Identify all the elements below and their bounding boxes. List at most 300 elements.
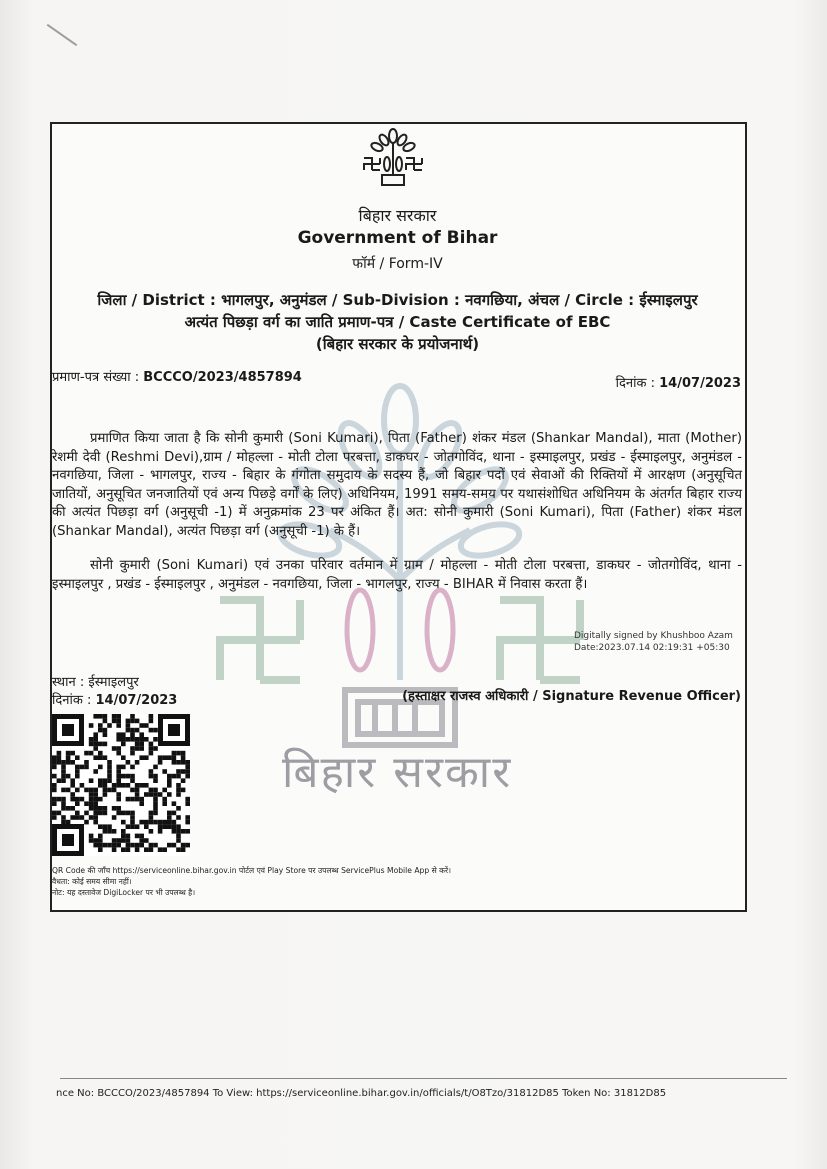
qr-module [135, 728, 140, 733]
qr-module [89, 838, 94, 843]
qr-module [149, 788, 154, 793]
qr-module [167, 824, 172, 829]
qr-module [52, 783, 57, 788]
qr-module [61, 778, 66, 783]
qr-module [135, 719, 140, 724]
qr-module [103, 806, 108, 811]
qr-module [98, 838, 103, 843]
qr-module [162, 797, 167, 802]
qr-module [121, 838, 126, 843]
qr-module [144, 755, 149, 760]
qr-module [126, 719, 131, 724]
qr-module [93, 811, 98, 816]
qr-module [130, 751, 135, 756]
qr-module [98, 778, 103, 783]
qr-module [89, 806, 94, 811]
qr-module [172, 774, 177, 779]
qr-module [98, 847, 103, 852]
qr-module [98, 723, 103, 728]
certificate-body-paragraph-2: सोनी कुमारी (Soni Kumari) एवं उनका परिवार वर्तमान में ग्राम / मोहल्ला - मोती टोला परबत्ता, डाकघर - जोतगोविंद, थाना - इस्माइलपुर , प्रखंड - ईस्माइलपुर , अनुमंडल - नवगछिया, जिला - भागलपुर, राज्य - BIHAR में निवास करता हैं। [52, 558, 742, 592]
note-digilocker: नोट: यह दस्तावेज DigiLocker पर भी उपलब्ध है। [52, 888, 196, 897]
qr-module [103, 824, 108, 829]
qr-module [149, 728, 154, 733]
qr-module [162, 820, 167, 825]
qr-module [176, 847, 181, 852]
qr-module [121, 783, 126, 788]
qr-module [84, 751, 89, 756]
qr-module [116, 723, 121, 728]
qr-module [61, 765, 66, 770]
qr-module [70, 760, 75, 765]
qr-module [126, 834, 131, 839]
qr-module [167, 811, 172, 816]
qr-module [126, 797, 131, 802]
qr-module [89, 751, 94, 756]
qr-module [89, 792, 94, 797]
qr-module [149, 746, 154, 751]
qr-module [172, 751, 177, 756]
qr-module [176, 838, 181, 843]
qr-module [158, 820, 163, 825]
qr-module [75, 769, 80, 774]
qr-module [135, 797, 140, 802]
form-number: फॉर्म / Form-IV [352, 256, 443, 272]
qr-module [52, 797, 57, 802]
qr-module [135, 746, 140, 751]
signatory-label: (हस्ताक्षर राजस्व अधिकारी / Signature Revenue Officer) [402, 689, 741, 704]
qr-module [75, 765, 80, 770]
qr-module [70, 806, 75, 811]
qr-module [107, 843, 112, 848]
qr-module [93, 732, 98, 737]
qr-module [153, 746, 158, 751]
qr-module [103, 788, 108, 793]
qr-module [116, 838, 121, 843]
qr-module [153, 843, 158, 848]
qr-module [121, 811, 126, 816]
qr-module [66, 760, 71, 765]
qr-module [167, 843, 172, 848]
qr-module [93, 737, 98, 742]
qr-module [103, 719, 108, 724]
qr-module [185, 843, 190, 848]
qr-module [153, 820, 158, 825]
qr-module [153, 792, 158, 797]
qr-module [172, 829, 177, 834]
qr-module [89, 737, 94, 742]
qr-module [66, 751, 71, 756]
qr-module [98, 797, 103, 802]
qr-module [181, 760, 186, 765]
qr-module [139, 737, 144, 742]
qr-module [61, 801, 66, 806]
qr-module [144, 824, 149, 829]
qr-module [93, 755, 98, 760]
qr-module [57, 755, 62, 760]
qr-module [75, 774, 80, 779]
qr-module [61, 820, 66, 825]
qr-module [172, 760, 177, 765]
qr-module [80, 783, 85, 788]
certificate-body-paragraph-1: प्रमाणित किया जाता है कि सोनी कुमारी (Soni Kumari), पिता (Father) शंकर मंडल (Shankar Mandal), माता (Mother) रेशमी देवी (Reshmi Devi),ग्राम / मोहल्ला - मोती टोला परबत्ता, डाकघर - जोतगोविंद, थाना - इस्माइलपुर, प्रखंड - ईस्माइलपुर, अनुमंडल - नवगछिया, जिला - भागलपुर, राज्य - बिहार के गंगोता समुदाय के सदस्य हैं, जो बिहार पदों एवं सेवाओं की रिक्तियों में आरक्षण (अनुसूचित जातियों, अनुसूचित जनजातियों एवं अन्य पिछड़े वर्गों के लिए) अधिनियम, 1991 समय-समय पर यथासंशोधित अधिनियम के अंतर्गत बिहार राज्य की अत्यंत पिछड़ा वर्ग (अनुसूची -1) में अनुक्रमांक 23 पर अंकित हैं। अत: सोनी कुमारी (Soni Kumari), पिता (Father) शंकर मंडल (Shankar Mandal), अत्यंत पिछड़ा वर्ग (अनुसूची -1) के हैं। [52, 431, 742, 539]
place-date-label: दिनांक : [52, 693, 96, 708]
qr-module [61, 760, 66, 765]
qr-module [167, 755, 172, 760]
qr-module [70, 751, 75, 756]
qr-module [89, 801, 94, 806]
qr-module [185, 765, 190, 770]
qr-module [107, 788, 112, 793]
qr-module [80, 797, 85, 802]
qr-module [130, 811, 135, 816]
qr-module [153, 728, 158, 733]
qr-module [153, 797, 158, 802]
qr-module [176, 788, 181, 793]
qr-module [149, 792, 154, 797]
qr-module [153, 811, 158, 816]
qr-module [139, 820, 144, 825]
qr-module [70, 778, 75, 783]
qr-module [89, 815, 94, 820]
qr-module [126, 811, 131, 816]
qr-module [135, 834, 140, 839]
qr-module [89, 723, 94, 728]
qr-module [121, 755, 126, 760]
qr-module [121, 765, 126, 770]
qr-module [181, 843, 186, 848]
qr-module [98, 834, 103, 839]
qr-module [107, 723, 112, 728]
qr-module [107, 769, 112, 774]
qr-module [139, 838, 144, 843]
qr-module [172, 811, 177, 816]
qr-module [126, 843, 131, 848]
qr-module [139, 801, 144, 806]
note-qr-verify: QR Code की जाँच https://serviceonline.bihar.gov.in पोर्टल एवं Play Store पर उपलब्ध ServicePlus Mobile App से करें। [52, 866, 451, 875]
qr-module [185, 801, 190, 806]
qr-module [153, 806, 158, 811]
qr-module [116, 811, 121, 816]
qr-module [66, 788, 71, 793]
qr-module [181, 847, 186, 852]
qr-module [112, 806, 117, 811]
qr-module [98, 765, 103, 770]
qr-module [185, 760, 190, 765]
qr-module [57, 778, 62, 783]
qr-module [153, 801, 158, 806]
qr-module [176, 792, 181, 797]
location-line: जिला / District : भागलपुर, अनुमंडल / Sub-Division : नवगछिया, अंचल / Circle : ईस्माइलपुर [97, 291, 698, 309]
qr-module [75, 801, 80, 806]
qr-module [98, 783, 103, 788]
qr-module [121, 774, 126, 779]
qr-module [75, 811, 80, 816]
qr-module [93, 714, 98, 719]
qr-module [176, 760, 181, 765]
qr-module [75, 755, 80, 760]
qr-module [158, 824, 163, 829]
qr-module [70, 797, 75, 802]
qr-module [61, 788, 66, 793]
qr-module [139, 755, 144, 760]
certificate-purpose: (बिहार सरकार के प्रयोजनार्थ) [315, 335, 480, 353]
qr-module [135, 847, 140, 852]
qr-module [89, 797, 94, 802]
qr-module [52, 815, 57, 820]
qr-module [149, 774, 154, 779]
qr-module [130, 737, 135, 742]
qr-module [130, 824, 135, 829]
qr-module [103, 755, 108, 760]
qr-module [162, 755, 167, 760]
qr-module [107, 760, 112, 765]
qr-module [121, 847, 126, 852]
qr-module [172, 824, 177, 829]
qr-module [93, 792, 98, 797]
qr-module [112, 788, 117, 793]
qr-module [149, 820, 154, 825]
qr-module [181, 829, 186, 834]
qr-module [130, 774, 135, 779]
qr-module [139, 843, 144, 848]
qr-module [144, 838, 149, 843]
qr-module [116, 737, 121, 742]
qr-module [89, 834, 94, 839]
qr-module [126, 824, 131, 829]
qr-module [139, 742, 144, 747]
qr-module [61, 797, 66, 802]
qr-module [139, 783, 144, 788]
qr-module [130, 732, 135, 737]
qr-module [153, 774, 158, 779]
qr-module [153, 765, 158, 770]
qr-module [98, 811, 103, 816]
qr-module [126, 737, 131, 742]
qr-module [103, 728, 108, 733]
qr-module [116, 732, 121, 737]
qr-module [61, 769, 66, 774]
qr-module [98, 755, 103, 760]
qr-module [176, 829, 181, 834]
qr-module [93, 788, 98, 793]
qr-module [139, 797, 144, 802]
qr-module [116, 792, 121, 797]
qr-module [107, 824, 112, 829]
qr-module [130, 728, 135, 733]
watermark-text: बिहार सरकार [282, 747, 513, 798]
qr-module [52, 760, 57, 765]
state-name-english: Government of Bihar [297, 228, 498, 248]
qr-module [84, 760, 89, 765]
qr-module [84, 820, 89, 825]
qr-module [52, 788, 57, 793]
qr-module [158, 760, 163, 765]
qr-module [57, 811, 62, 816]
qr-module [93, 746, 98, 751]
qr-module [130, 778, 135, 783]
qr-module [80, 815, 85, 820]
qr-module [167, 820, 172, 825]
qr-module [112, 829, 117, 834]
qr-module [176, 783, 181, 788]
qr-module [135, 760, 140, 765]
qr-module [66, 806, 71, 811]
qr-module [172, 820, 177, 825]
qr-module [135, 742, 140, 747]
qr-module [107, 774, 112, 779]
qr-module [126, 783, 131, 788]
qr-module [116, 746, 121, 751]
issue-date-value: 14/07/2023 [659, 376, 741, 391]
qr-module [80, 765, 85, 770]
qr-module [112, 746, 117, 751]
qr-module [139, 732, 144, 737]
state-name-hindi: बिहार सरकार [358, 206, 437, 225]
qr-module [52, 801, 57, 806]
qr-module [153, 737, 158, 742]
qr-code[interactable] [52, 714, 190, 856]
qr-module [144, 820, 149, 825]
qr-module [162, 801, 167, 806]
qr-module [158, 755, 163, 760]
qr-module [172, 755, 177, 760]
qr-module [52, 765, 57, 770]
qr-module [116, 806, 121, 811]
qr-module [176, 815, 181, 820]
qr-module [176, 751, 181, 756]
place-date-value: 14/07/2023 [95, 693, 178, 708]
qr-module [112, 714, 117, 719]
qr-module [66, 755, 71, 760]
qr-module [158, 792, 163, 797]
qr-module [153, 788, 158, 793]
qr-module [116, 719, 121, 724]
qr-module [149, 829, 154, 834]
qr-module [149, 843, 154, 848]
qr-module [57, 760, 62, 765]
qr-module [135, 792, 140, 797]
qr-module [103, 792, 108, 797]
digital-signature-date: Date:2023.07.14 02:19:31 +05:30 [574, 643, 730, 653]
qr-module [107, 778, 112, 783]
qr-module [112, 838, 117, 843]
qr-module [144, 792, 149, 797]
qr-module [112, 719, 117, 724]
qr-module [103, 811, 108, 816]
qr-module [144, 723, 149, 728]
qr-module [116, 843, 121, 848]
qr-module [135, 783, 140, 788]
qr-module [162, 769, 167, 774]
qr-module [98, 806, 103, 811]
qr-module [103, 783, 108, 788]
qr-module [167, 815, 172, 820]
qr-module [144, 783, 149, 788]
qr-module [172, 801, 177, 806]
qr-module [57, 797, 62, 802]
qr-module [75, 797, 80, 802]
qr-module [130, 820, 135, 825]
qr-module [176, 769, 181, 774]
qr-module [112, 783, 117, 788]
qr-module [149, 769, 154, 774]
qr-module [185, 820, 190, 825]
qr-module [93, 742, 98, 747]
qr-module [121, 742, 126, 747]
qr-module [116, 751, 121, 756]
qr-module [107, 829, 112, 834]
qr-module [121, 820, 126, 825]
qr-module [98, 714, 103, 719]
qr-module [52, 774, 57, 779]
footer-divider [60, 1078, 787, 1079]
qr-module [116, 774, 121, 779]
qr-module [135, 788, 140, 793]
qr-module [135, 737, 140, 742]
qr-module [121, 829, 126, 834]
certificate-number-label: प्रमाण-पत्र संख्या : [52, 370, 144, 385]
qr-module [66, 774, 71, 779]
qr-module [162, 824, 167, 829]
qr-module [181, 755, 186, 760]
qr-module [185, 815, 190, 820]
qr-module [93, 820, 98, 825]
qr-module [126, 847, 131, 852]
qr-module [181, 788, 186, 793]
qr-module [162, 788, 167, 793]
qr-module [185, 797, 190, 802]
qr-module [167, 774, 172, 779]
qr-module [167, 778, 172, 783]
qr-module [93, 806, 98, 811]
qr-module [139, 746, 144, 751]
qr-module [93, 769, 98, 774]
qr-module [98, 843, 103, 848]
qr-module [103, 742, 108, 747]
qr-module [162, 847, 167, 852]
qr-module [130, 815, 135, 820]
qr-module [116, 778, 121, 783]
qr-module [116, 783, 121, 788]
qr-module [98, 824, 103, 829]
qr-module [121, 732, 126, 737]
qr-module [98, 728, 103, 733]
qr-module [57, 751, 62, 756]
qr-module [61, 774, 66, 779]
qr-module [66, 820, 71, 825]
qr-module [103, 843, 108, 848]
qr-module [98, 751, 103, 756]
certificate-number-value: BCCCO/2023/4857894 [143, 370, 302, 385]
qr-module [61, 806, 66, 811]
qr-module [126, 774, 131, 779]
qr-module [103, 778, 108, 783]
qr-module [149, 847, 154, 852]
issue-date [616, 373, 741, 391]
qr-module [149, 815, 154, 820]
qr-module [52, 811, 57, 816]
qr-module [70, 792, 75, 797]
qr-module [130, 788, 135, 793]
qr-module [93, 815, 98, 820]
qr-module [158, 847, 163, 852]
qr-module [167, 792, 172, 797]
qr-module [89, 742, 94, 747]
qr-module [149, 714, 154, 719]
qr-module [158, 829, 163, 834]
qr-module [89, 788, 94, 793]
qr-module [130, 797, 135, 802]
